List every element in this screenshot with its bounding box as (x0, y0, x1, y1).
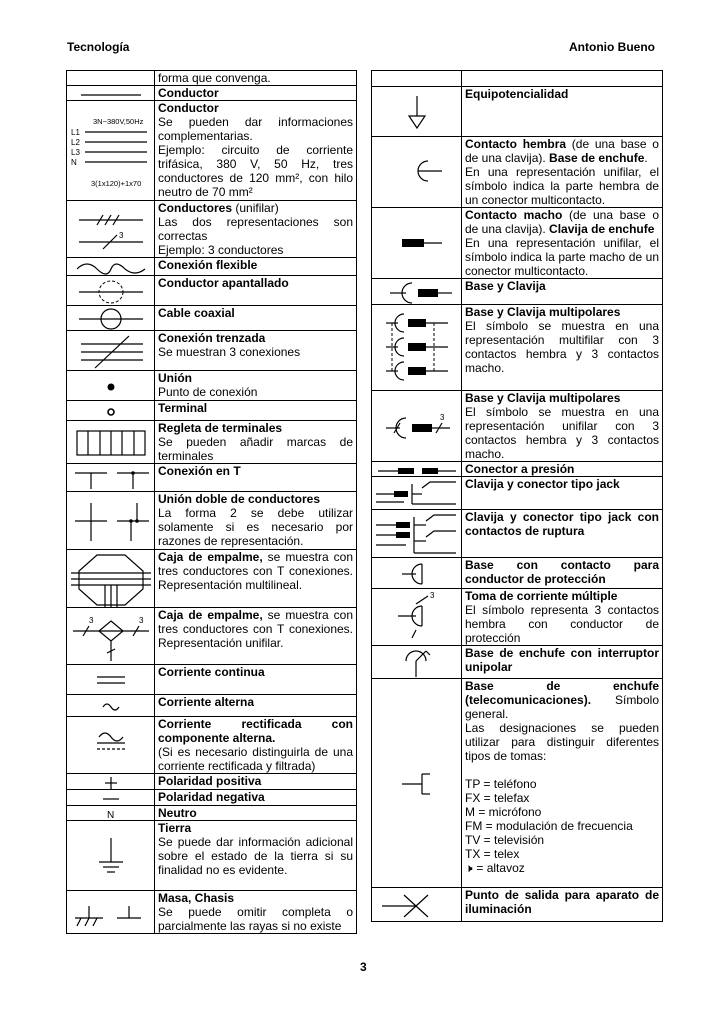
symbol-description (462, 679, 663, 888)
symbol-row (372, 679, 663, 888)
symbol-row (67, 86, 357, 101)
conductor-line-icon (67, 86, 155, 101)
shielded-conductor-icon (67, 276, 155, 306)
page-number: 3 (360, 960, 367, 974)
svg-text:L3: L3 (71, 147, 80, 157)
symbol-body: Se puede omitir completa o parcialmente las rayas si no existe (158, 905, 353, 933)
svg-text:N: N (71, 157, 77, 167)
symbol-row (372, 646, 663, 679)
symbol-description (155, 71, 357, 86)
speaker-icon: 🕨 (465, 861, 477, 875)
symbol-body: El símbolo se muestra en una representación multifilar con 3 contactos hembra y 3 contactos macho. (465, 319, 659, 375)
count-label: 3 (430, 591, 435, 600)
socket-plug-icon (372, 279, 462, 305)
symbol-row (67, 821, 357, 891)
ac-current-icon (67, 695, 155, 717)
symbol-description (462, 208, 663, 279)
symbol-description (155, 695, 357, 717)
neutral-icon (67, 806, 155, 821)
symbol-title: Masa, Chasis (158, 891, 235, 905)
symbol-title: Conector a presión (465, 462, 575, 476)
symbol-title: Conexión en T (158, 464, 241, 478)
light-outlet-icon (372, 888, 462, 922)
symbol-description (462, 510, 663, 558)
twisted-connection-icon (67, 331, 155, 371)
symbol-description (155, 821, 357, 891)
symbol-description (155, 201, 357, 258)
symbol-row (67, 331, 357, 371)
svg-text:3: 3 (89, 615, 94, 625)
symbol-description (155, 86, 357, 101)
symbol-description (155, 774, 357, 790)
symbol-row (67, 550, 357, 608)
symbol-description (155, 717, 357, 774)
symbol-title-note: (unifilar) (232, 201, 279, 215)
symbol-row (372, 477, 663, 510)
equipotential-icon (372, 87, 462, 137)
symbol-row (67, 258, 357, 276)
none-icon (67, 71, 155, 86)
symbol-title: Unión (158, 371, 192, 385)
symbol-title: Corriente rectificada con componente alterna. (158, 717, 353, 745)
symbol-row (372, 589, 663, 646)
symbol-row (372, 87, 663, 137)
neutral-label: N (107, 810, 115, 819)
symbol-title-note: Símbolo general. (465, 693, 659, 721)
svg-text:3N~380V,50Hz: 3N~380V,50Hz (93, 116, 144, 126)
three-phase-lines-icon (67, 101, 155, 201)
symbol-title: Caja de empalme, (158, 550, 263, 564)
symbol-row (67, 774, 357, 790)
symbol-description (155, 371, 357, 401)
plug-icon (372, 208, 462, 279)
jack-icon (372, 477, 462, 510)
junction-box-multi-icon (67, 550, 155, 608)
symbol-body: La forma 2 se debe utilizar solamente si es necesario por razones de representación. (158, 506, 353, 548)
symbol-description (155, 665, 357, 695)
symbol-description (462, 391, 663, 462)
symbol-row (67, 276, 357, 306)
symbol-description (462, 462, 663, 477)
coaxial-cable-icon (67, 306, 155, 331)
press-connector-icon (372, 462, 462, 477)
count-label: 3 (119, 230, 124, 240)
symbol-row (67, 371, 357, 401)
symbol-row (372, 208, 663, 279)
symbol-title: Conductores (158, 201, 233, 215)
symbol-row (67, 421, 357, 464)
chassis-icon (67, 891, 155, 934)
symbol-row (67, 71, 357, 86)
symbol-title-note: (de una base o de una clavija). (465, 208, 659, 236)
jack-break-icon (372, 510, 462, 558)
symbol-body: forma que convenga. (158, 71, 271, 85)
symbol-description (155, 276, 357, 306)
symbol-body: El símbolo representa 3 contactos hembra con conductor de protección (465, 603, 659, 645)
symbol-description (155, 306, 357, 331)
symbol-title: Clavija y conector tipo jack con contactos de ruptura (465, 510, 659, 538)
t-connection-icon (67, 464, 155, 492)
symbol-description (155, 258, 357, 276)
symbol-body: Las designaciones se pueden utilizar para distinguir diferentes tipos de tomas: TP = teléfono FX = telefax M = micrófono FM = modulación de frecuencia TV = televisión TX = telex (465, 721, 659, 861)
flexible-connection-icon (67, 258, 155, 276)
symbol-title-note: se muestra con tres conductores con T conexiones. Representación unifilar. (158, 608, 353, 650)
symbol-description (462, 888, 663, 922)
speaker-line: 🕨 = altavoz (465, 861, 525, 875)
symbol-body: Se pueden añadir marcas de terminales (158, 435, 353, 463)
right-symbol-table (371, 70, 663, 922)
symbol-row (67, 717, 357, 774)
svg-text:3(1x120)+1x70: 3(1x120)+1x70 (91, 178, 142, 188)
symbol-description (155, 492, 357, 550)
switched-socket-icon (372, 646, 462, 679)
symbol-description (462, 137, 663, 208)
symbol-title: Conexión trenzada (158, 331, 266, 345)
symbol-description (155, 401, 357, 421)
symbol-row (67, 790, 357, 806)
symbol-row (67, 306, 357, 331)
svg-text:L1: L1 (71, 127, 80, 137)
symbol-title: Corriente continua (158, 665, 265, 679)
junction-box-uni-icon (67, 608, 155, 665)
left-symbol-table (66, 70, 357, 934)
symbol-title: Regleta de terminales (158, 421, 283, 435)
symbol-description (155, 421, 357, 464)
symbol-description (462, 279, 663, 305)
symbol-description (155, 550, 357, 608)
count-label: 3 (440, 412, 445, 422)
symbol-row (372, 462, 663, 477)
symbol-body: (Si es necesario distinguirla de una corriente rectificada y filtrada) (158, 745, 353, 773)
symbol-title: Contacto hembra (465, 137, 567, 151)
symbol-title: Terminal (158, 401, 208, 415)
none-icon (372, 71, 462, 87)
unifilar-conductors-icon (67, 201, 155, 258)
header-author: Antonio Bueno (569, 40, 655, 54)
symbol-description (462, 477, 663, 510)
symbol-title-secondary: Base de enchufe (549, 151, 645, 165)
symbol-description (155, 608, 357, 665)
symbol-row (67, 665, 357, 695)
symbol-row (372, 137, 663, 208)
symbol-body: En una representación unifilar, el símbolo indica la parte hembra de un conector multicontacto. (465, 165, 659, 207)
symbol-title: Base con contacto para conductor de protección (465, 558, 659, 586)
symbol-body: Se puede dar información adicional sobre el estado de la tierra si su finalidad no es evidente. (158, 835, 353, 877)
symbol-row (67, 464, 357, 492)
symbol-row (67, 401, 357, 421)
svg-text:3: 3 (139, 615, 144, 625)
rectified-current-icon (67, 717, 155, 774)
symbol-row (67, 891, 357, 934)
symbol-body: Se muestran 3 conexiones (158, 345, 301, 359)
symbol-row (372, 391, 663, 462)
symbol-row (67, 806, 357, 821)
symbol-row (67, 201, 357, 258)
telecom-outlet-icon (372, 679, 462, 888)
symbol-description (155, 464, 357, 492)
symbol-title: Tierra (158, 821, 192, 835)
double-junction-icon (67, 492, 155, 550)
symbol-description (462, 589, 663, 646)
symbol-title: Base de enchufe (telecomunicaciones). (465, 679, 659, 707)
symbol-body: Se pueden dar informaciones complementarias. Ejemplo: circuito de corriente trifásica, 380 V, 50 Hz, tres conductores de 120 mm², con hilo neutro de 70 mm² (158, 115, 353, 199)
symbol-title: Punto de salida para aparato de iluminación (465, 888, 659, 916)
symbol-title: Unión doble de conductores (158, 492, 321, 506)
symbol-description (462, 305, 663, 391)
symbol-description (155, 331, 357, 371)
symbol-row (67, 101, 357, 201)
dc-current-icon (67, 665, 155, 695)
multiple-outlet-icon (372, 589, 462, 646)
symbol-title: Base y Clavija (465, 279, 546, 293)
symbol-row (372, 510, 663, 558)
symbol-title: Conductor (158, 86, 219, 100)
multipole-uni-icon (372, 391, 462, 462)
terminal-strip-icon (67, 421, 155, 464)
union-dot-icon (67, 371, 155, 401)
symbol-title: Conductor apantallado (158, 276, 289, 290)
symbol-title-note: (de una base o de una clavija). (465, 137, 659, 165)
symbol-title: Cable coaxial (158, 306, 235, 320)
symbol-title: Equipotencialidad (465, 87, 569, 101)
earth-icon (67, 821, 155, 891)
symbol-description (155, 806, 357, 821)
protective-contact-icon (372, 558, 462, 589)
symbol-title: Base de enchufe con interruptor unipolar (465, 646, 659, 674)
symbol-title: Polaridad positiva (158, 774, 262, 788)
svg-text:L2: L2 (71, 137, 80, 147)
symbol-description (155, 790, 357, 806)
symbol-body: En una representación unifilar, el símbolo indica la parte macho de un conector multicontacto. (465, 236, 659, 278)
multipole-multi-icon (372, 305, 462, 391)
terminal-circle-icon (67, 401, 155, 421)
socket-icon (372, 137, 462, 208)
symbol-row (67, 608, 357, 665)
symbol-title: Base y Clavija multipolares (465, 305, 621, 319)
symbol-description (462, 558, 663, 589)
symbol-title: Caja de empalme, (158, 608, 263, 622)
symbol-title: Clavija y conector tipo jack (465, 477, 620, 491)
symbol-description (155, 101, 357, 201)
symbol-title: Corriente alterna (158, 695, 255, 709)
symbol-title-note: se muestra con tres conductores con T conexiones. Representación multilineal. (158, 550, 353, 592)
positive-icon (67, 774, 155, 790)
symbol-row (372, 279, 663, 305)
symbol-row (67, 695, 357, 717)
symbol-title: Contacto macho (465, 208, 563, 222)
header-subject: Tecnología (67, 40, 130, 54)
symbol-body: Punto de conexión (158, 385, 258, 399)
symbol-row (372, 305, 663, 391)
symbol-description (155, 891, 357, 934)
symbol-description (462, 646, 663, 679)
symbol-title: Base y Clavija multipolares (465, 391, 621, 405)
symbol-row (372, 888, 663, 922)
negative-icon (67, 790, 155, 806)
symbol-title-secondary: Clavija de enchufe (549, 222, 655, 236)
symbol-body: El símbolo se muestra en una representación unifilar con 3 contactos hembra y 3 contactos macho. (465, 405, 659, 461)
symbol-title: Neutro (158, 806, 197, 820)
symbol-description (462, 71, 663, 87)
symbol-row (67, 492, 357, 550)
symbol-title-secondary-note: . (644, 151, 648, 165)
symbol-title: Conexión flexible (158, 258, 258, 272)
symbol-title: Toma de corriente múltiple (465, 589, 618, 603)
symbol-row (372, 71, 663, 87)
symbol-row (372, 558, 663, 589)
symbol-title: Conductor (158, 101, 219, 115)
symbol-title: Polaridad negativa (158, 790, 265, 804)
symbol-body: Las dos representaciones son correctas Ejemplo: 3 conductores (158, 215, 353, 257)
symbol-description (462, 87, 663, 137)
